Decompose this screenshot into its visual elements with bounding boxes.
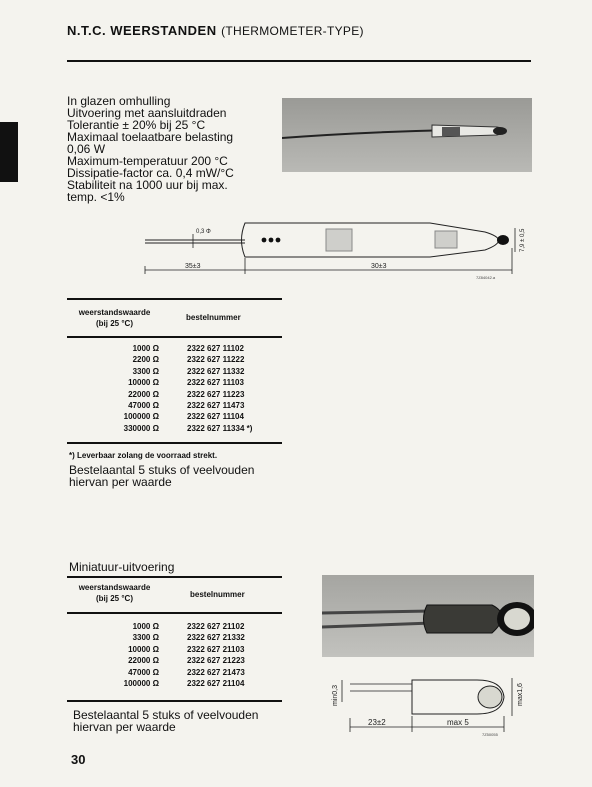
table-row: 100000 Ω 2322 627 21104 xyxy=(123,679,245,689)
footnote: *) Leverbaar zolang de voorraad strekt. xyxy=(69,451,218,460)
page-number: 30 xyxy=(71,752,86,767)
dim-left: 35±3 xyxy=(185,263,201,270)
spec-list xyxy=(67,95,287,203)
spec-line: temp. <1% xyxy=(67,190,125,204)
table-row: 1000 Ω 2322 627 21102 xyxy=(132,622,245,631)
order-text-1: Bestelaantal 5 stuks of veelvouden hiervan per waarde xyxy=(69,463,255,489)
table-row: 330000 Ω 2322 627 11334 *) xyxy=(123,423,253,433)
table-row: 10000 Ω 2322 627 21103 xyxy=(128,644,245,654)
table-row: 22000 Ω 2322 627 11223 xyxy=(128,389,245,399)
dim-wire: 0,3 Φ xyxy=(196,229,211,235)
order-text-2: Bestelaantal 5 stuks of veelvouden hiervan per waarde xyxy=(73,708,259,734)
table-row: 47000 Ω 2322 627 11473 xyxy=(128,401,245,411)
spec-line: Tolerantie ± 20% bij 25 °C xyxy=(67,118,206,132)
table2-col2-header: bestelnummer xyxy=(190,590,245,599)
spec-line: Maximum-temperatuur 200 °C xyxy=(67,154,228,168)
table1-header-rule xyxy=(67,336,282,338)
thermistor-drawing xyxy=(140,218,532,282)
page-title: N.T.C. WEERSTANDEN xyxy=(67,23,217,38)
mini-thermistor-drawing xyxy=(322,672,534,738)
dim-body-length: max 5 xyxy=(447,718,469,727)
table2-header-rule xyxy=(67,612,282,614)
table-row: 22000 Ω 2322 627 21223 xyxy=(128,656,245,666)
side-tab-marker xyxy=(0,122,18,182)
table2-body xyxy=(67,621,245,689)
table1-top-rule xyxy=(67,298,282,300)
table-row: 3300 Ω 2322 627 21332 xyxy=(132,633,245,643)
table-row: 2200 Ω 2322 627 11222 xyxy=(132,355,245,365)
drawing-ref: 7Z50055 xyxy=(482,732,498,737)
table2-top-rule xyxy=(67,576,282,578)
table1-bottom-rule xyxy=(67,442,282,444)
table-row: 3300 Ω 2322 627 11332 xyxy=(132,366,245,376)
spec-line: Stabiliteit na 1000 uur bij max. xyxy=(67,178,228,192)
dim-diameter: 7,9 ± 0,5 xyxy=(520,228,526,252)
header-rule xyxy=(67,60,531,62)
dim-lead-length: 23±2 xyxy=(368,718,386,727)
spec-line: Dissipatie-factor ca. 0,4 mW/°C xyxy=(67,166,234,180)
spec-line: In glazen omhulling xyxy=(67,94,171,108)
page-header xyxy=(67,22,364,40)
dim-max-diameter: max1,6 xyxy=(517,683,524,706)
table-row: 100000 Ω 2322 627 11104 xyxy=(123,412,244,422)
spec-line: 0,06 W xyxy=(67,142,106,156)
page-subtitle: (THERMOMETER-TYPE) xyxy=(221,24,364,38)
spec-line: Uitvoering met aansluitdraden xyxy=(67,106,227,120)
table-row: 1000 Ω 2322 627 11102 xyxy=(132,344,244,353)
table1-body xyxy=(67,343,252,434)
dim-min-wire: min0,3 xyxy=(332,684,339,706)
spec-line: Maximaal toelaatbare belasting xyxy=(67,130,234,144)
table2-bottom-rule xyxy=(67,700,282,702)
table1-col2-header: bestelnummer xyxy=(186,313,241,322)
table-row: 47000 Ω 2322 627 21473 xyxy=(128,667,245,677)
table-row: 10000 Ω 2322 627 11103 xyxy=(128,378,244,388)
mini-heading: Miniatuur-uitvoering xyxy=(69,560,175,574)
dim-right: 30±3 xyxy=(371,263,387,270)
mini-thermistor-photo xyxy=(322,575,534,657)
table1-col1-header: weerstandswaarde (bij 25 °C) xyxy=(78,308,151,328)
table2-col1-header: weerstandswaarde (bij 25 °C) xyxy=(78,583,151,603)
thermistor-photo xyxy=(282,98,532,172)
drawing-ref: 7Z84042.a xyxy=(476,275,496,280)
